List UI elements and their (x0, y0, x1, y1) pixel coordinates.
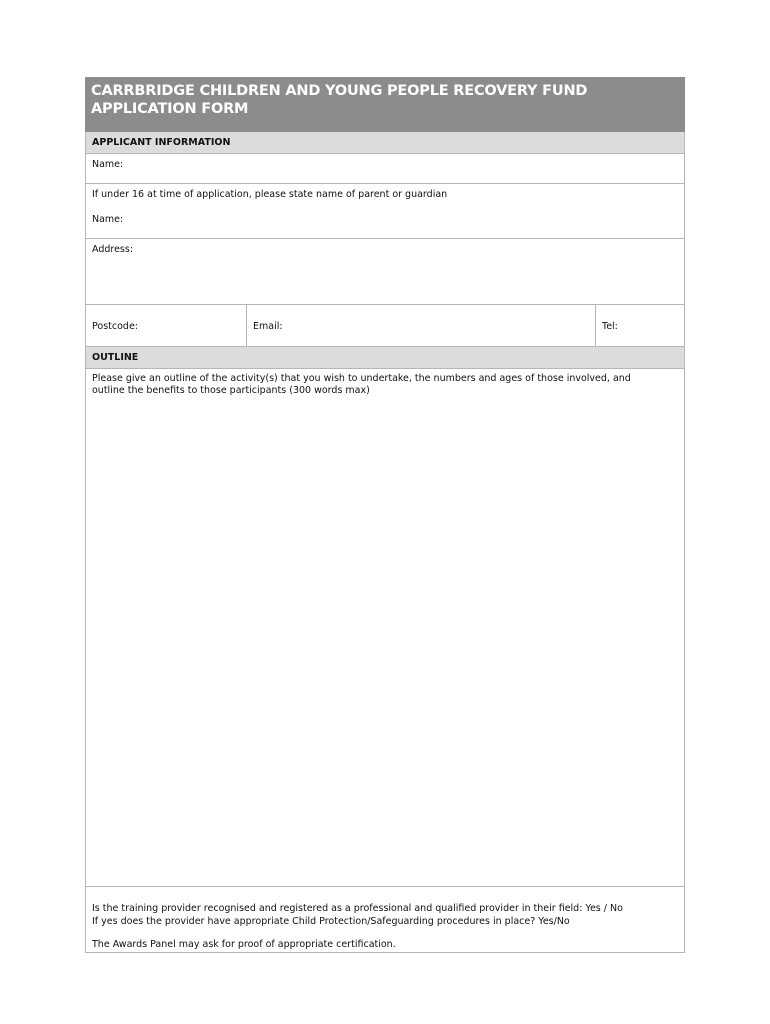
guardian-name-label: Name: (92, 214, 124, 225)
application-form (85, 77, 685, 953)
form-title (85, 77, 685, 132)
guardian-name-field[interactable] (85, 184, 685, 239)
section-header-outline: OUTLINE (85, 347, 685, 369)
section-header-applicant: APPLICANT INFORMATION (85, 132, 685, 154)
email-label: Email: (253, 321, 283, 332)
postcode-field[interactable] (86, 305, 247, 346)
outline-field[interactable] (85, 369, 685, 887)
form-title-line-2: APPLICATION FORM (91, 101, 249, 117)
outline-instructions: Please give an outline of the activity(s) that you wish to undertake, the numbers and ages of those involved, and outline the benefits to those participants (300 words max) (92, 373, 631, 396)
applicant-name-label: Name: (92, 159, 124, 170)
tel-field[interactable] (596, 305, 684, 346)
postcode-label: Postcode: (92, 321, 138, 332)
contact-row (85, 305, 685, 347)
provider-question-registered: Is the training provider recognised and registered as a professional and qualified provider in their field: Yes / No (92, 903, 623, 914)
email-field[interactable] (247, 305, 596, 346)
provider-certification-note: The Awards Panel may ask for proof of appropriate certification. (92, 939, 396, 950)
applicant-name-field[interactable] (85, 154, 685, 184)
provider-section (85, 887, 685, 953)
guardian-note: If under 16 at time of application, please state name of parent or guardian (92, 189, 448, 200)
provider-question-safeguarding: If yes does the provider have appropriate Child Protection/Safeguarding procedures in place? Yes/No (92, 916, 570, 927)
address-field[interactable] (85, 239, 685, 305)
tel-label: Tel: (602, 321, 618, 332)
form-title-line-1: CARRBRIDGE CHILDREN AND YOUNG PEOPLE RECOVERY FUND (91, 83, 588, 99)
address-label: Address: (92, 244, 134, 255)
